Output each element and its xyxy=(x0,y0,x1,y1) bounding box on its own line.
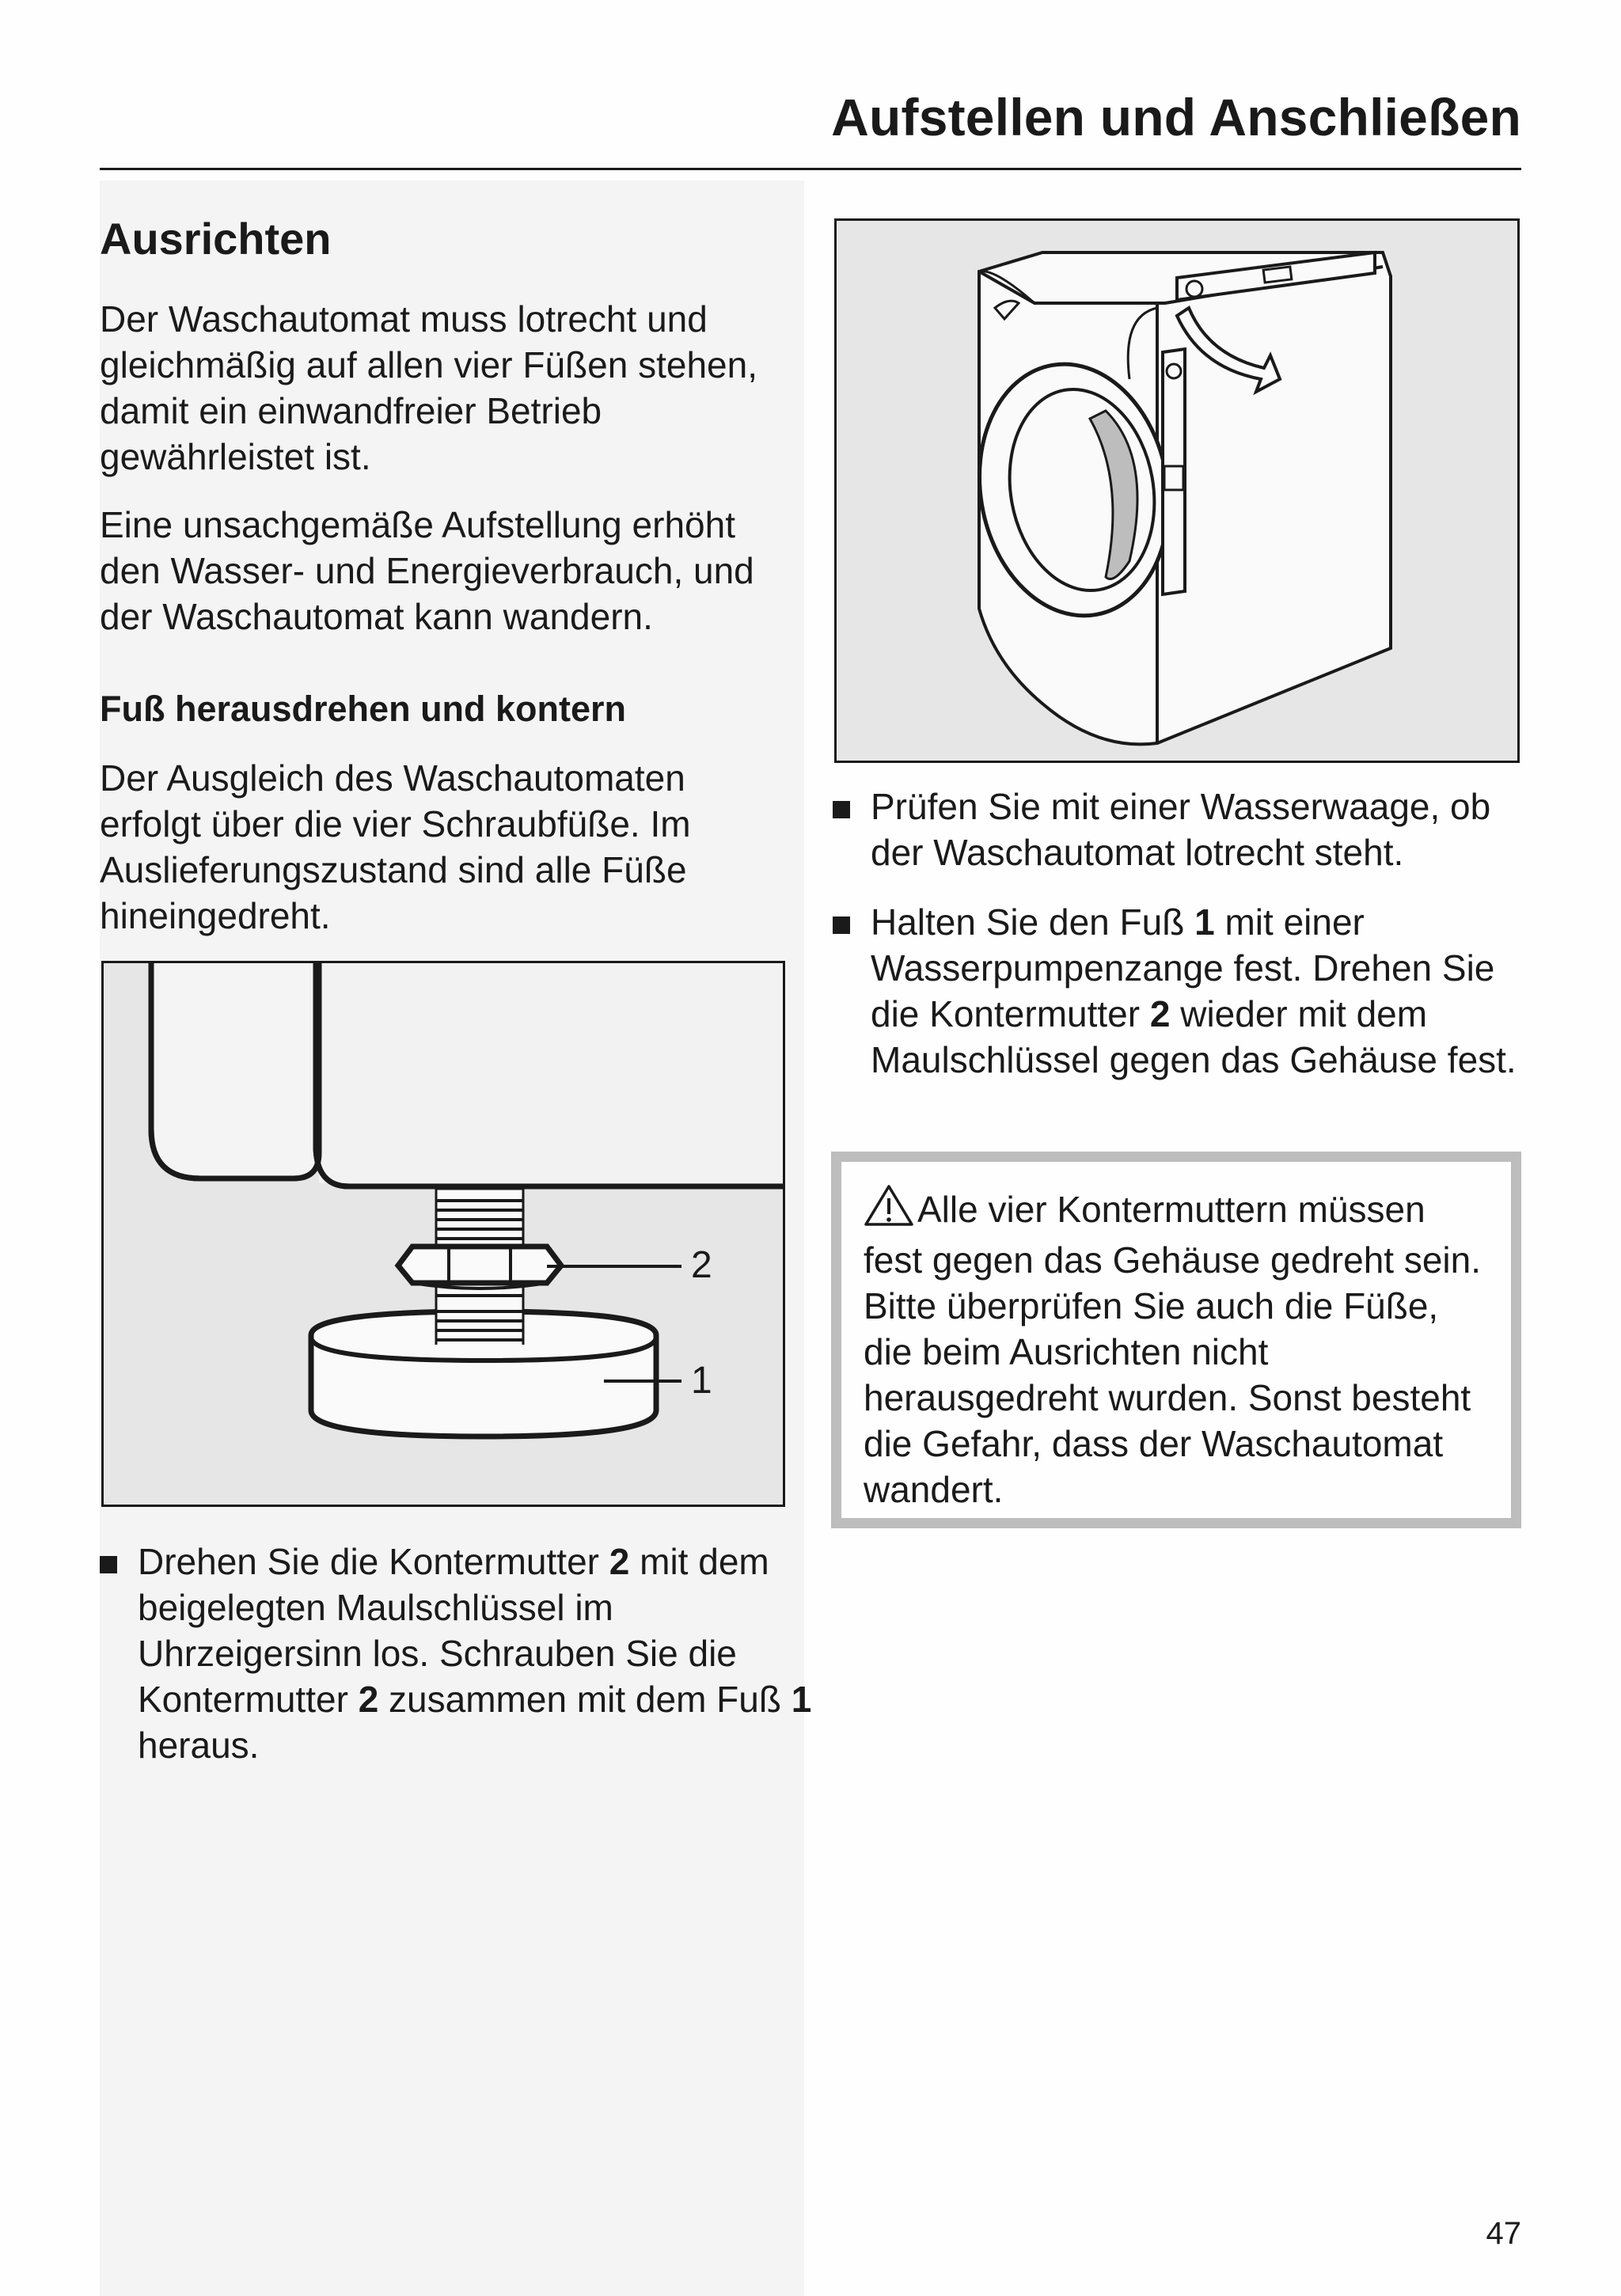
subsection-title: Fuß herausdrehen und kontern xyxy=(100,689,627,729)
instruction-text: mit dem beigelegten Maulschlüssel im Uhrzeigersinn los. Schrauben Sie die Kontermutter xyxy=(138,1541,769,1720)
bullet-square-icon xyxy=(833,801,850,818)
foot-illustration xyxy=(101,961,785,1507)
right-instructions xyxy=(833,784,1529,1106)
instruction-text: zusammen mit dem Fuß xyxy=(378,1679,792,1720)
bullet-square-icon xyxy=(833,917,850,934)
instruction-loosen-nut xyxy=(100,1539,818,1768)
ref-foot-1: 1 xyxy=(791,1679,812,1720)
instruction-text: Drehen Sie die Kontermutter xyxy=(138,1541,609,1582)
left-column xyxy=(100,214,796,961)
instruction-text: mit einer Wasserpumpenzange fest. Drehen Sie die Kontermutter xyxy=(871,901,1495,1034)
subsection-paragraph: Der Ausgleich des Waschautomaten erfolgt über die vier Schraubfüße. Im Auslieferungszustand sind alle Füße hineingedreht. xyxy=(100,757,691,936)
warning-triangle-icon xyxy=(864,1184,914,1237)
page-number: 47 xyxy=(1486,2216,1521,2251)
instruction-text: wieder mit dem Maulschlüssel gegen das Gehäuse fest. xyxy=(871,993,1517,1080)
bullet-square-icon xyxy=(100,1556,117,1573)
warning-text: Alle vier Kontermuttern müssen fest gegen das Gehäuse gedreht sein. Bitte überprüfen Sie auch die Füße, die beim Ausrichten nicht herausgedreht wurden. Sonst besteht die Gefahr, dass der Waschautomat wandert. xyxy=(864,1189,1482,1510)
section-title: Ausrichten xyxy=(100,214,332,264)
ref-foot-1: 1 xyxy=(1194,901,1215,943)
instruction-check-level xyxy=(833,784,1529,875)
intro-paragraph-1: Der Waschautomat muss lotrecht und gleichmäßig auf allen vier Füßen stehen, damit ein einwandfreier Betrieb gewährleistet ist. xyxy=(100,298,757,477)
header-rule xyxy=(100,168,1521,170)
instruction-text: heraus. xyxy=(138,1725,260,1766)
washer-level-illustration xyxy=(834,218,1520,763)
ref-nut-2: 2 xyxy=(358,1679,379,1720)
intro-paragraph-2: Eine unsachgemäße Aufstellung erhöht den Wasser- und Energieverbrauch, und der Waschautomat kann wandern. xyxy=(100,504,754,637)
ref-nut-2: 2 xyxy=(1149,993,1171,1034)
instruction-text: Prüfen Sie mit einer Wasserwaage, ob der Waschautomat lotrecht steht. xyxy=(871,786,1491,873)
instruction-text: Halten Sie den Fuß xyxy=(871,901,1195,943)
warning-box xyxy=(831,1152,1521,1528)
foot-label-nut: 2 xyxy=(691,1244,712,1286)
page-header-title: Aufstellen und Anschließen xyxy=(831,88,1521,146)
ref-nut-2: 2 xyxy=(609,1541,630,1582)
instruction-tighten-nut xyxy=(833,899,1529,1083)
foot-label-foot: 1 xyxy=(691,1360,712,1402)
